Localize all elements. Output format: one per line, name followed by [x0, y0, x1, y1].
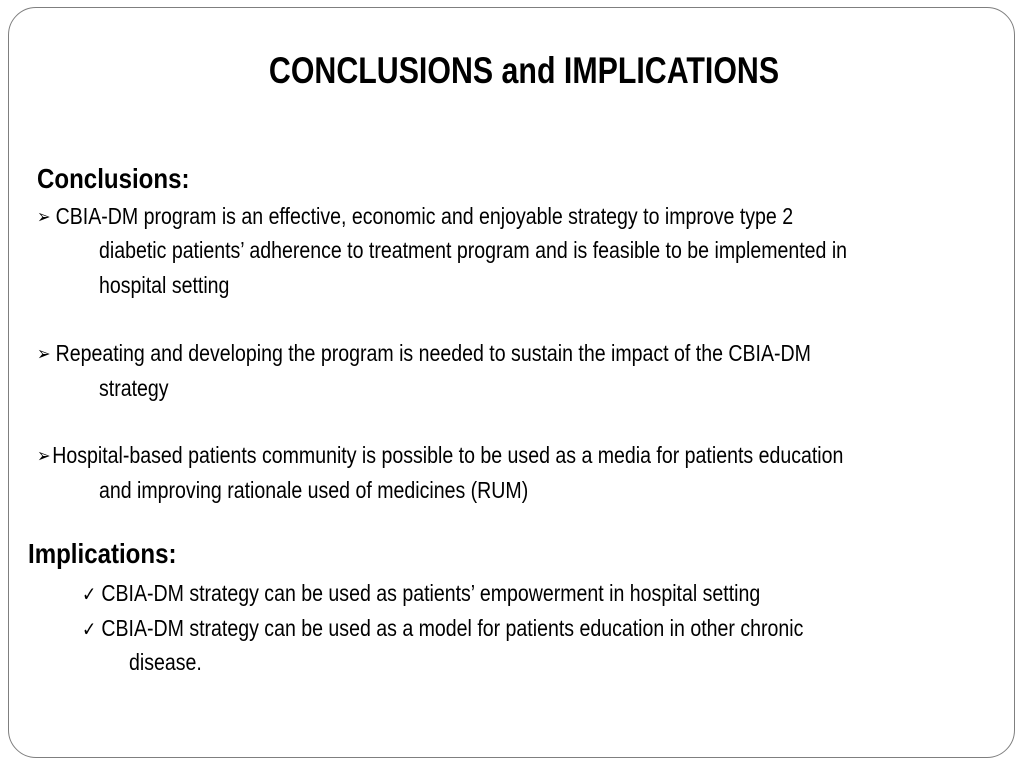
implication-item-2-line-2: disease.	[129, 649, 202, 675]
slide-title: CONCLUSIONS and IMPLICATIONS	[268, 50, 780, 91]
checkmark-icon: ✓	[82, 582, 97, 606]
conclusions-heading: Conclusions:	[37, 163, 190, 194]
arrow-bullet-icon: ➢	[37, 343, 51, 365]
implication-item-1-line-1: ✓ CBIA-DM strategy can be used as patients’ empowerment in hospital setting	[82, 580, 761, 606]
arrow-bullet-icon: ➢	[37, 445, 51, 467]
conclusion-item-2-line-2: strategy	[99, 375, 169, 401]
conclusion-item-3-line-1: ➢Hospital-based patients community is possible to be used as a media for patients education	[37, 442, 844, 468]
conclusion-item-3-line-2: and improving rationale used of medicines (RUM)	[99, 477, 529, 503]
conclusion-item-2-line-1: ➢ Repeating and developing the program is needed to sustain the impact of the CBIA-DM	[37, 340, 811, 366]
conclusion-item-1-line-3: hospital setting	[99, 272, 230, 298]
conclusion-item-1-line-1: ➢ CBIA-DM program is an effective, economic and enjoyable strategy to improve type 2	[37, 203, 794, 229]
conclusion-item-1-line-2: diabetic patients’ adherence to treatment program and is feasible to be implemented in	[99, 237, 848, 263]
checkmark-icon: ✓	[82, 617, 97, 641]
implication-item-2-line-1: ✓ CBIA-DM strategy can be used as a model for patients education in other chronic	[82, 615, 804, 641]
implications-heading: Implications:	[28, 538, 177, 569]
arrow-bullet-icon: ➢	[37, 206, 51, 228]
